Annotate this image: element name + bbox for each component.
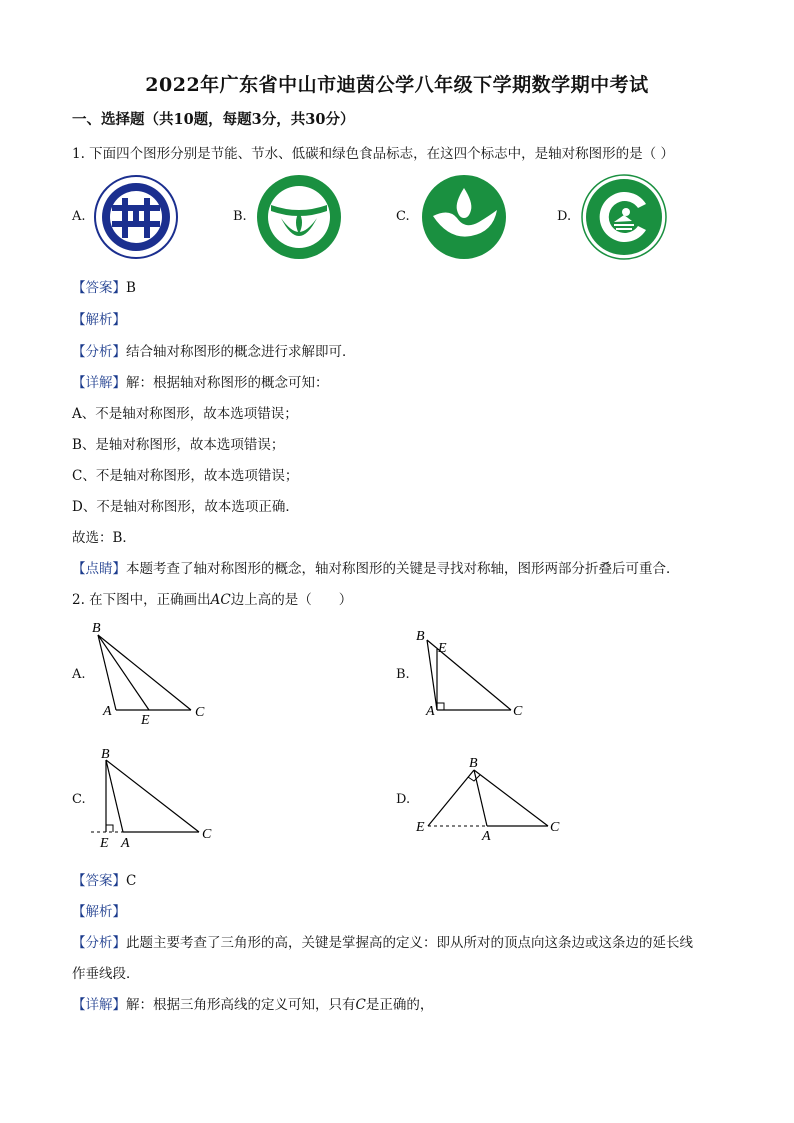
fenxi-text: 此题主要考查了三角形的高，关键是掌握高的定义：即从所对的顶点向这条边或这条边的延长线 (126, 935, 693, 951)
q1-line-b: B、是轴对称图形，故本选项错误； (72, 437, 285, 453)
label-c: C (195, 705, 205, 720)
answer-tag: 【答案】 (72, 280, 126, 296)
xiangjie-post: 是正确的， (365, 997, 434, 1013)
label-e: E (438, 641, 447, 656)
q2-stem-post: 边上高的是（ ） (230, 592, 353, 608)
q1-choose: 故选：B． (72, 530, 136, 546)
label-e: E (141, 713, 150, 728)
q1-line-c: C、不是轴对称图形，故本选项错误； (72, 468, 299, 484)
q2-xiangjie (72, 993, 433, 1013)
fenxi-tag: 【分析】 (72, 344, 126, 360)
label-b: B (92, 621, 101, 636)
xiangjie-tag: 【详解】 (72, 375, 126, 391)
label-e: E (100, 836, 109, 851)
xiangjie-text: 解：根据轴对称图形的概念可知： (126, 375, 329, 391)
label-c: C (202, 827, 212, 842)
q2-option-c-label: C. (72, 792, 86, 807)
q1-logo-d (580, 174, 668, 264)
q2-figure-a (85, 615, 225, 730)
label-b: B (416, 629, 425, 644)
q2-option-b-label: B. (396, 667, 410, 682)
answer-value: C (126, 873, 137, 889)
low-carbon-logo-icon (419, 174, 509, 260)
q2-figure-d (410, 750, 570, 850)
dianjing-tag: 【点睛】 (72, 561, 126, 577)
q2-fenxi-cont: 作垂线段． (72, 966, 140, 982)
q1-line-d: D、不是轴对称图形，故本选项正确． (72, 499, 299, 515)
q2-stem-var: AC (210, 592, 231, 608)
label-a: A (121, 836, 130, 851)
fenxi-tag: 【分析】 (72, 935, 126, 951)
answer-tag: 【答案】 (72, 873, 126, 889)
q1-analysis-tag: 【解析】 (72, 312, 126, 328)
q2-fenxi (72, 931, 693, 951)
page-title: 2022年广东省中山市迪茵公学八年级下学期数学期中考试 (145, 74, 649, 96)
q2-answer (72, 869, 136, 889)
q1-logo-b (255, 174, 343, 264)
q1-option-b-label: B. (233, 209, 247, 224)
water-saving-logo-icon (255, 174, 343, 260)
label-a: A (482, 829, 491, 844)
label-a: A (426, 704, 435, 719)
q1-option-d-label: D. (557, 209, 572, 224)
xiangjie-pre: 解：根据三角形高线的定义可知，只有 (126, 997, 356, 1013)
q1-fenxi (72, 340, 356, 360)
q2-stem (72, 588, 352, 608)
q1-logo-a (92, 174, 180, 264)
q2-figure-c (85, 743, 225, 853)
q2-figure-b (410, 625, 550, 730)
q1-answer (72, 276, 136, 296)
fenxi-text: 结合轴对称图形的概念进行求解即可． (126, 344, 356, 360)
q2-option-d-label: D. (396, 792, 411, 807)
label-c: C (550, 820, 560, 835)
energy-saving-logo-icon (92, 174, 180, 260)
q1-stem: 1. 下面四个图形分别是节能、节水、低碳和绿色食品标志，在这四个标志中，是轴对称图形的是（ ） (72, 146, 674, 162)
section-heading: 一、选择题（共10题，每题3分，共30分） (72, 111, 355, 128)
label-c: C (513, 704, 523, 719)
label-e: E (416, 820, 425, 835)
q1-logo-c (419, 174, 509, 264)
q1-option-c-label: C. (396, 209, 410, 224)
q1-dianjing (72, 557, 680, 577)
q2-stem-pre: 2. 在下图中，正确画出 (72, 592, 211, 608)
xiangjie-var: C (355, 997, 366, 1013)
dianjing-text: 本题考查了轴对称图形的概念，轴对称图形的关键是寻找对称轴，图形两部分折叠后可重合． (126, 561, 680, 577)
answer-value: B (126, 280, 136, 296)
q1-option-a-label: A. (72, 209, 86, 224)
label-b: B (101, 747, 110, 762)
q2-option-a-label: A. (72, 667, 86, 682)
q2-analysis-tag: 【解析】 (72, 904, 126, 920)
label-a: A (103, 704, 112, 719)
xiangjie-tag: 【详解】 (72, 997, 126, 1013)
q1-xiangjie (72, 371, 329, 391)
green-food-logo-icon (580, 174, 668, 260)
label-b: B (469, 756, 478, 771)
q1-line-a: A、不是轴对称图形，故本选项错误； (72, 406, 298, 422)
